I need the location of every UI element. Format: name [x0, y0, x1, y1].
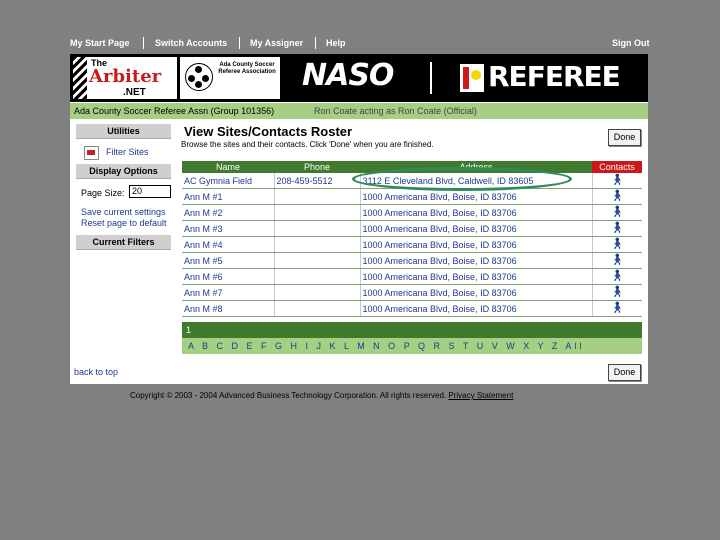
- reset-page-link[interactable]: Reset page to default: [81, 218, 167, 228]
- address-column-header[interactable]: Address: [360, 161, 592, 173]
- utilities-header: Utilities: [76, 124, 171, 139]
- site-name-link[interactable]: Ann M #7: [182, 285, 274, 301]
- filter-sites-link[interactable]: [84, 144, 174, 160]
- instructions: Browse the sites and their contacts. Click 'Done' when you are finished.: [181, 140, 434, 149]
- my-start-page-link[interactable]: My Start Page: [70, 38, 130, 48]
- site-name-link[interactable]: Ann M #5: [182, 253, 274, 269]
- people-icon[interactable]: 🚶︎: [610, 206, 625, 218]
- nav-separator: [239, 37, 240, 49]
- table-row: [182, 269, 642, 285]
- association-logo: [180, 57, 280, 99]
- current-filters-header: Current Filters: [76, 235, 171, 250]
- contacts-cell[interactable]: [592, 173, 642, 189]
- table-row: [182, 237, 642, 253]
- people-icon[interactable]: 🚶︎: [610, 270, 625, 282]
- top-nav: [70, 38, 650, 52]
- site-address-link[interactable]: 3112 E Cleveland Blvd, Caldwell, ID 83605: [360, 173, 592, 189]
- site-name-link[interactable]: Ann M #3: [182, 221, 274, 237]
- site-phone: 208-459-5512: [274, 173, 360, 189]
- site-name-link[interactable]: Ann M #8: [182, 301, 274, 317]
- highlight-ellipse: [352, 167, 572, 191]
- site-name-link[interactable]: Ann M #1: [182, 189, 274, 205]
- arbiter-net: .NET: [123, 87, 146, 98]
- referee-logo: REFEREE: [488, 60, 620, 93]
- table-row: [182, 285, 642, 301]
- contacts-cell[interactable]: [592, 205, 642, 221]
- site-phone: [274, 237, 360, 253]
- site-address-link[interactable]: 1000 Americana Blvd, Boise, ID 83706: [360, 301, 592, 317]
- site-phone: [274, 253, 360, 269]
- arbiter-stripe: [73, 57, 87, 99]
- copyright-text: Copyright © 2003 - 2004 Advanced Business Technology Corporation. All rights reserved.: [130, 391, 447, 400]
- pagination-bar: [182, 322, 642, 338]
- privacy-statement-link[interactable]: Privacy Statement: [448, 391, 514, 400]
- page-size-input[interactable]: 20: [129, 185, 171, 198]
- association-name: Ada County Soccer Referee Association: [218, 62, 276, 75]
- status-bar: [70, 103, 648, 119]
- contacts-column-header: Contacts: [592, 161, 642, 173]
- sign-out-link[interactable]: Sign Out: [612, 38, 650, 48]
- site-address-link[interactable]: 1000 Americana Blvd, Boise, ID 83706: [360, 269, 592, 285]
- site-phone: [274, 205, 360, 221]
- site-name-link[interactable]: AC Gymnia Field: [182, 173, 274, 189]
- alphabet-links[interactable]: A B C D E F G H I J K L M N O P Q R S T U V W X Y Z All: [188, 341, 585, 351]
- site-phone: [274, 221, 360, 237]
- arbiter-the: The: [91, 58, 108, 68]
- site-phone: [274, 189, 360, 205]
- nav-separator: [143, 37, 144, 49]
- banner-divider: [430, 62, 432, 94]
- contacts-cell[interactable]: [592, 285, 642, 301]
- site-address-link[interactable]: 1000 Americana Blvd, Boise, ID 83706: [360, 189, 592, 205]
- page-title: View Sites/Contacts Roster: [184, 124, 353, 139]
- site-name-link[interactable]: Ann M #2: [182, 205, 274, 221]
- site-phone: [274, 285, 360, 301]
- page-panel: [70, 54, 648, 384]
- page-size-label: Page Size:: [81, 188, 125, 198]
- switch-accounts-link[interactable]: Switch Accounts: [155, 38, 228, 48]
- people-icon[interactable]: 🚶︎: [610, 190, 625, 202]
- name-column-header[interactable]: Name: [182, 161, 274, 173]
- contacts-cell[interactable]: [592, 269, 642, 285]
- my-assigner-link[interactable]: My Assigner: [250, 38, 304, 48]
- help-link[interactable]: Help: [326, 38, 346, 48]
- done-button-top[interactable]: Done: [608, 129, 641, 146]
- filter-sites-label: Filter Sites: [106, 147, 149, 157]
- site-address-link[interactable]: 1000 Americana Blvd, Boise, ID 83706: [360, 237, 592, 253]
- table-row: [182, 301, 642, 317]
- table-row: [182, 189, 642, 205]
- people-icon[interactable]: 🚶︎: [610, 254, 625, 266]
- back-to-top-link[interactable]: back to top: [74, 367, 119, 377]
- people-icon[interactable]: 🚶︎: [610, 302, 625, 314]
- contacts-cell[interactable]: [592, 237, 642, 253]
- site-address-link[interactable]: 1000 Americana Blvd, Boise, ID 83706: [360, 285, 592, 301]
- arbiter-logo[interactable]: [73, 57, 177, 99]
- people-icon[interactable]: 🚶︎: [610, 238, 625, 250]
- alphabet-filter-bar: [182, 338, 642, 354]
- people-icon[interactable]: 🚶︎: [610, 174, 625, 186]
- site-phone: [274, 301, 360, 317]
- site-name-link[interactable]: Ann M #6: [182, 269, 274, 285]
- site-phone: [274, 269, 360, 285]
- table-row: [182, 253, 642, 269]
- page-number[interactable]: 1: [186, 325, 192, 335]
- save-settings-link[interactable]: Save current settings: [81, 207, 166, 217]
- soccer-ball-icon: [185, 63, 213, 91]
- people-icon[interactable]: 🚶︎: [610, 286, 625, 298]
- site-address-link[interactable]: 1000 Americana Blvd, Boise, ID 83706: [360, 221, 592, 237]
- contacts-cell[interactable]: [592, 189, 642, 205]
- footer: [130, 391, 513, 400]
- arbiter-name: Arbiter: [89, 66, 162, 87]
- referee-badge-icon: [460, 64, 484, 92]
- done-button-bottom[interactable]: Done: [608, 364, 641, 381]
- contacts-cell[interactable]: [592, 221, 642, 237]
- site-name-link[interactable]: Ann M #4: [182, 237, 274, 253]
- naso-logo: NASO: [302, 58, 394, 93]
- table-row: [182, 205, 642, 221]
- contacts-cell[interactable]: [592, 253, 642, 269]
- site-address-link[interactable]: 1000 Americana Blvd, Boise, ID 83706: [360, 253, 592, 269]
- contacts-cell[interactable]: [592, 301, 642, 317]
- display-options-header: Display Options: [76, 164, 171, 179]
- table-row: [182, 221, 642, 237]
- people-icon[interactable]: 🚶︎: [610, 222, 625, 234]
- filter-icon: [84, 146, 99, 160]
- acting-as: Ron Coate acting as Ron Coate (Official): [314, 106, 477, 116]
- phone-column-header[interactable]: Phone: [274, 161, 360, 173]
- banner: [70, 54, 648, 102]
- nav-separator: [315, 37, 316, 49]
- group-name: Ada County Soccer Referee Assn (Group 101356): [74, 106, 275, 116]
- site-address-link[interactable]: 1000 Americana Blvd, Boise, ID 83706: [360, 205, 592, 221]
